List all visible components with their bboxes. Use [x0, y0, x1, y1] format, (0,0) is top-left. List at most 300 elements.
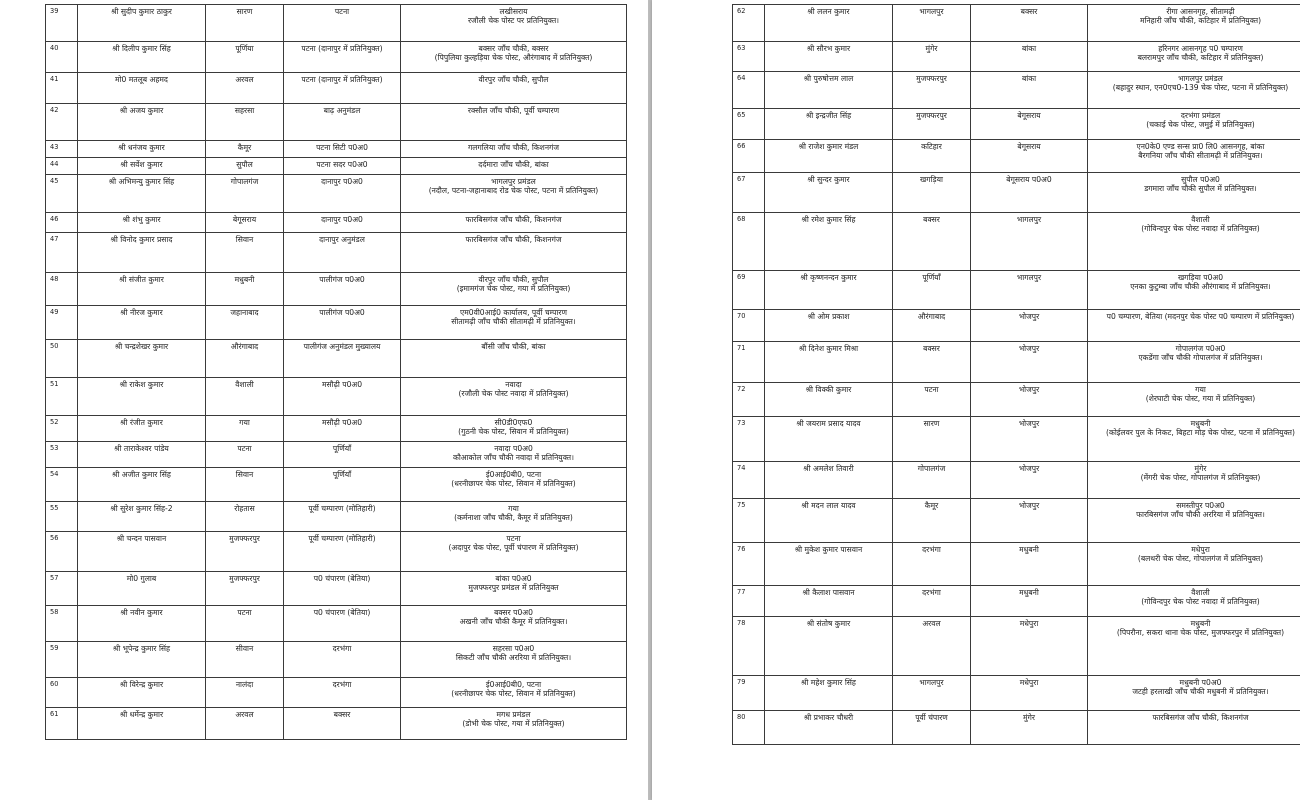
table-row	[46, 42, 627, 73]
table-row	[46, 340, 627, 378]
present-posting-cell: बक्सर	[971, 5, 1088, 42]
home-district-cell: बेगूसराय	[206, 213, 284, 233]
new-posting-cell	[401, 378, 627, 416]
posting-line: खगड़िया प0अ0	[1177, 273, 1224, 282]
present-posting-cell: मुंगेर	[971, 711, 1088, 745]
home-district-cell: सारण	[206, 5, 284, 42]
officer-name-cell: श्री शंभु कुमार	[78, 213, 206, 233]
serial-number-cell: 42	[46, 104, 78, 141]
officer-name-cell: श्री दिलीप कुमार सिंह	[78, 42, 206, 73]
home-district-cell: पटना	[206, 442, 284, 468]
new-posting-cell	[401, 606, 627, 642]
present-posting-cell: पटना (दानापुर में प्रतिनियुक्त)	[284, 42, 401, 73]
serial-number-cell: 55	[46, 502, 78, 532]
posting-line: (चकाई चेक पोस्ट, जमुई में प्रतिनियुक्त)	[1146, 120, 1255, 130]
home-district-cell: मुजफ्फरपुर	[893, 72, 971, 109]
home-district-cell: सहरसा	[206, 104, 284, 141]
home-district-cell: औरंगाबाद	[206, 340, 284, 378]
home-district-cell: मुंगेर	[893, 42, 971, 72]
new-posting-cell	[401, 306, 627, 340]
serial-number-cell: 52	[46, 416, 78, 442]
table-row	[733, 310, 1300, 342]
officer-name-cell: श्री विनोद कुमार प्रसाद	[78, 233, 206, 273]
posting-line: रक्सौल जाँच चौकी, पूर्वी चम्पारण	[467, 106, 560, 115]
present-posting-cell: मधुबनी	[971, 543, 1088, 586]
posting-line: बांका प0अ0	[495, 574, 532, 583]
new-posting-cell	[401, 572, 627, 606]
posting-line: हरिनगर आसनगृह प0 चम्पारण	[1158, 44, 1243, 53]
home-district-cell: मुजफ्फरपुर	[206, 572, 284, 606]
serial-number-cell: 54	[46, 468, 78, 502]
serial-number-cell: 68	[733, 213, 765, 271]
posting-line: बौंसी जाँच चौकी, बांका	[481, 342, 546, 351]
present-posting-cell: दरभंगा	[284, 642, 401, 678]
posting-line: (रजौली चेक पोस्ट नवादा में प्रतिनियुक्त)	[458, 389, 569, 399]
posting-line: (धरनीछापर चेक पोस्ट, सिवान में प्रतिनियुक्त)	[451, 479, 576, 489]
posting-line: मधेपुरा	[1191, 545, 1210, 554]
posting-line: सीतामढ़ी जाँच चौकी सीतामढ़ी में प्रतिनियुक्त।	[451, 317, 576, 327]
serial-number-cell: 47	[46, 233, 78, 273]
serial-number-cell: 70	[733, 310, 765, 342]
serial-number-cell: 41	[46, 73, 78, 104]
new-posting-cell	[1088, 676, 1300, 711]
posting-line: भागलपुर प्रमंडल	[1178, 74, 1223, 83]
present-posting-cell: पालीगंज अनुमंडल मुख्यालय	[284, 340, 401, 378]
officer-name-cell: श्री मुकेश कुमार पासवान	[765, 543, 893, 586]
officer-name-cell: श्री विरेन्द्र कुमार	[78, 678, 206, 708]
posting-line: बक्सर प0अ0	[494, 608, 533, 617]
posting-line: (इमामगंज चेक पोस्ट, गया में प्रतिनियुक्त)	[456, 284, 571, 294]
posting-line: फारबिसगंज जाँच चौकी, किशनगंज	[1152, 713, 1249, 722]
serial-number-cell: 44	[46, 158, 78, 175]
serial-number-cell: 58	[46, 606, 78, 642]
posting-line: (बहादुर स्थान, एन0एच0-139 चेक पोस्ट, पटना में प्रतिनियुक्त)	[1112, 83, 1289, 93]
serial-number-cell: 62	[733, 5, 765, 42]
home-district-cell: कैमूर	[206, 141, 284, 158]
home-district-cell: औरंगाबाद	[893, 310, 971, 342]
home-district-cell: मुजफ्फरपुर	[893, 109, 971, 140]
table-row	[733, 5, 1300, 42]
new-posting-cell	[401, 175, 627, 213]
posting-line: गलगलिया जाँच चौकी, किशनगंज	[468, 143, 559, 152]
present-posting-cell: बांका	[971, 42, 1088, 72]
table-row	[46, 213, 627, 233]
officer-name-cell: श्री महेश कुमार सिंह	[765, 676, 893, 711]
posting-line: एनका कुटुम्बा जाँच चौकी औरंगाबाद में प्रतिनियुक्त।	[1130, 282, 1271, 292]
home-district-cell: सारण	[893, 417, 971, 462]
present-posting-cell: पटना सिटी प0अ0	[284, 141, 401, 158]
present-posting-cell: भोजपुर	[971, 417, 1088, 462]
serial-number-cell: 71	[733, 342, 765, 383]
new-posting-cell	[1088, 271, 1300, 310]
serial-number-cell: 56	[46, 532, 78, 572]
new-posting-cell	[1088, 72, 1300, 109]
table-row	[46, 502, 627, 532]
posting-line: बक्सर जाँच चौकी, बक्सर	[478, 44, 549, 53]
table-row	[46, 416, 627, 442]
table-row	[46, 708, 627, 740]
officer-name-cell: श्री प्रभाकर चौधरी	[765, 711, 893, 745]
posting-line: गया	[508, 504, 519, 513]
officer-name-cell: श्री जयराम प्रसाद यादव	[765, 417, 893, 462]
serial-number-cell: 53	[46, 442, 78, 468]
posting-line: रीगा आसनगृह, सीतामढ़ी	[1166, 7, 1235, 16]
officer-name-cell: श्री राकेश कुमार	[78, 378, 206, 416]
home-district-cell: दरभंगा	[893, 586, 971, 617]
posting-line: सुपौल प0अ0	[1181, 175, 1220, 184]
posting-line: प0 चम्पारण, बेतिया (मदनपुर चेक पोस्ट प0 चम्पारण में प्रतिनियुक्त)	[1106, 312, 1295, 321]
table-row	[46, 532, 627, 572]
home-district-cell: अरवल	[206, 73, 284, 104]
new-posting-cell	[1088, 499, 1300, 543]
left-page	[0, 0, 648, 800]
present-posting-cell: पूर्वी चम्पारण (मोतिहारी)	[284, 532, 401, 572]
table-row	[46, 104, 627, 141]
present-posting-cell: भोजपुर	[971, 499, 1088, 543]
posting-line: नवादा	[505, 380, 522, 389]
home-district-cell: अरवल	[893, 617, 971, 676]
present-posting-cell: भोजपुर	[971, 310, 1088, 342]
home-district-cell: बक्सर	[893, 342, 971, 383]
serial-number-cell: 40	[46, 42, 78, 73]
posting-line: (नदौल, पटना-जहानाबाद रोड चेक पोस्ट, पटना में प्रतिनियुक्त)	[428, 186, 599, 196]
table-row	[46, 378, 627, 416]
posting-line: बैरगनिया जाँच चौकी सीतामढ़ी में प्रतिनियुक्त।	[1138, 151, 1263, 161]
present-posting-cell: पटना सदर प0अ0	[284, 158, 401, 175]
officer-name-cell: श्री दिनेश कुमार मिश्रा	[765, 342, 893, 383]
table-row	[46, 306, 627, 340]
officer-name-cell: श्री कृष्णनन्दन कुमार	[765, 271, 893, 310]
posting-line: मधुबनी	[1190, 419, 1211, 428]
table-row	[733, 543, 1300, 586]
new-posting-cell	[401, 141, 627, 158]
present-posting-cell: पटना (दानापुर में प्रतिनियुक्त)	[284, 73, 401, 104]
new-posting-cell	[401, 642, 627, 678]
posting-line: गोपालगंज प0अ0	[1175, 344, 1226, 353]
table-row	[46, 468, 627, 502]
home-district-cell: पटना	[893, 383, 971, 417]
new-posting-cell	[401, 502, 627, 532]
table-row	[733, 109, 1300, 140]
posting-line: जटही हरलाखी जाँच चौकी मधुबनी में प्रतिनियुक्त।	[1132, 687, 1269, 697]
posting-line: एम0वी0आई0 कार्यालय, पूर्वी चम्पारण	[460, 308, 567, 317]
posting-line: (धरनीछापर चेक पोस्ट, सिवान में प्रतिनियुक्त)	[451, 689, 576, 699]
serial-number-cell: 66	[733, 140, 765, 173]
home-district-cell: नालंदा	[206, 678, 284, 708]
officer-name-cell: श्री ओम प्रकाश	[765, 310, 893, 342]
table-row	[46, 642, 627, 678]
new-posting-cell	[401, 233, 627, 273]
officer-name-cell: श्री नीरज कुमार	[78, 306, 206, 340]
home-district-cell: जहानाबाद	[206, 306, 284, 340]
posting-line: वीरपुर जाँच चौकी, सुपौल	[478, 75, 549, 84]
posting-line: (अदापुर चेक पोस्ट, पूर्वी चंपारण में प्रतिनियुक्त)	[448, 543, 579, 553]
posting-line: लखीसराय	[499, 7, 528, 16]
table-row	[733, 711, 1300, 745]
present-posting-cell: दानापुर प0अ0	[284, 175, 401, 213]
serial-number-cell: 78	[733, 617, 765, 676]
new-posting-cell	[401, 273, 627, 306]
posting-line: नवादा प0अ0	[494, 444, 533, 453]
table-row	[46, 606, 627, 642]
serial-number-cell: 39	[46, 5, 78, 42]
home-district-cell: पूर्णिया	[206, 42, 284, 73]
officer-name-cell: श्री मदन लाल यादव	[765, 499, 893, 543]
table-row	[733, 462, 1300, 499]
table-row	[46, 572, 627, 606]
present-posting-cell: भोजपुर	[971, 383, 1088, 417]
new-posting-cell	[1088, 417, 1300, 462]
officer-name-cell: श्री सौरभ कुमार	[765, 42, 893, 72]
posting-line: (बलथरी चेक पोस्ट, गोपालगंज में प्रतिनियुक्त)	[1137, 554, 1264, 564]
home-district-cell: पूर्वी चंपारण	[893, 711, 971, 745]
new-posting-cell	[1088, 462, 1300, 499]
table-row	[46, 273, 627, 306]
present-posting-cell: पूर्णियाँ	[284, 468, 401, 502]
posting-line: वीरपुर जाँच चौकी, सुपौल	[478, 275, 549, 284]
officer-name-cell: श्री ताराकेश्वर पांडेय	[78, 442, 206, 468]
new-posting-cell	[401, 532, 627, 572]
new-posting-cell	[1088, 586, 1300, 617]
home-district-cell: सीवान	[206, 642, 284, 678]
present-posting-cell: भागलपुर	[971, 271, 1088, 310]
posting-line: समस्तीपुर प0अ0	[1176, 501, 1225, 510]
posting-line: मुजफ्फरपुर प्रमंडल में प्रतिनियुक्त	[468, 583, 559, 593]
home-district-cell: मुजफ्फरपुर	[206, 532, 284, 572]
officer-name-cell: श्री रमेश कुमार सिंह	[765, 213, 893, 271]
officer-name-cell: श्री भूपेन्द्र कुमार सिंह	[78, 642, 206, 678]
officer-name-cell: श्री चन्दन पासवान	[78, 532, 206, 572]
present-posting-cell: बक्सर	[284, 708, 401, 740]
posting-line: (कर्मनाशा जाँच चौकी, कैमूर में प्रतिनियुक्त)	[454, 513, 573, 523]
posting-table-right	[732, 4, 1300, 745]
present-posting-cell: पूर्णियाँ	[284, 442, 401, 468]
home-district-cell: गोपालगंज	[893, 462, 971, 499]
table-row	[733, 213, 1300, 271]
posting-line: (डोभी चेक पोस्ट, गया में प्रतिनियुक्त)	[462, 719, 565, 729]
serial-number-cell: 48	[46, 273, 78, 306]
officer-name-cell: श्री रंजीत कुमार	[78, 416, 206, 442]
table-row	[733, 499, 1300, 543]
table-row	[46, 73, 627, 104]
serial-number-cell: 65	[733, 109, 765, 140]
officer-name-cell: श्री सर्वेश कुमार	[78, 158, 206, 175]
serial-number-cell: 72	[733, 383, 765, 417]
serial-number-cell: 63	[733, 42, 765, 72]
posting-line: कौआकोल जाँच चौकी नवादा में प्रतिनियुक्त।	[452, 453, 574, 463]
new-posting-cell	[1088, 310, 1300, 342]
new-posting-cell	[401, 442, 627, 468]
home-district-cell: सिवान	[206, 233, 284, 273]
officer-name-cell: श्री इन्द्रजीत सिंह	[765, 109, 893, 140]
serial-number-cell: 61	[46, 708, 78, 740]
present-posting-cell: भागलपुर	[971, 213, 1088, 271]
posting-line: (पिपुलिया कुल्हड़िया चेक पोस्ट, औरंगाबाद में प्रतिनियुक्त)	[434, 53, 593, 63]
home-district-cell: बक्सर	[893, 213, 971, 271]
present-posting-cell: पटना	[284, 5, 401, 42]
posting-line: (गोविन्दपुर चेक पोस्ट नवादा में प्रतिनियुक्त)	[1141, 224, 1260, 234]
serial-number-cell: 80	[733, 711, 765, 745]
new-posting-cell	[401, 678, 627, 708]
new-posting-cell	[1088, 383, 1300, 417]
posting-line: (गुठनी चेक पोस्ट, सिवान में प्रतिनियुक्त)	[458, 427, 569, 437]
table-row	[733, 140, 1300, 173]
officer-name-cell: श्री विक्की कुमार	[765, 383, 893, 417]
home-district-cell: गया	[206, 416, 284, 442]
present-posting-cell: बेगूसराय	[971, 109, 1088, 140]
officer-name-cell: श्री सुदीप कुमार ठाकुर	[78, 5, 206, 42]
right-page	[652, 0, 1300, 800]
officer-name-cell: श्री अजय कुमार	[78, 104, 206, 141]
present-posting-cell: पालीगंज प0अ0	[284, 273, 401, 306]
officer-name-cell: श्री पुरुषोत्तम लाल	[765, 72, 893, 109]
new-posting-cell	[1088, 213, 1300, 271]
table-row	[733, 617, 1300, 676]
posting-line: दर्दमारा जाँच चौकी, बांका	[478, 160, 549, 169]
posting-line: फारबिसगंज जाँच चौकी अररिया में प्रतिनियुक्त।	[1136, 510, 1265, 520]
posting-table-body	[733, 5, 1300, 745]
table-row	[46, 158, 627, 175]
table-row	[733, 342, 1300, 383]
officer-name-cell: श्री अभिमन्यु कुमार सिंह	[78, 175, 206, 213]
new-posting-cell	[1088, 109, 1300, 140]
table-row	[46, 175, 627, 213]
serial-number-cell: 76	[733, 543, 765, 586]
posting-line: सिकटी जाँच चौकी अररिया में प्रतिनियुक्त।	[455, 653, 572, 663]
posting-line: मुंगेर	[1194, 464, 1207, 473]
serial-number-cell: 75	[733, 499, 765, 543]
serial-number-cell: 60	[46, 678, 78, 708]
new-posting-cell	[1088, 42, 1300, 72]
serial-number-cell: 64	[733, 72, 765, 109]
new-posting-cell	[1088, 617, 1300, 676]
officer-name-cell: श्री राजेश कुमार मंडल	[765, 140, 893, 173]
posting-line: रजौली चेक पोस्ट पर प्रतिनियुक्त।	[467, 16, 560, 26]
home-district-cell: अरवल	[206, 708, 284, 740]
officer-name-cell: मो0 मतलूब अहमद	[78, 73, 206, 104]
serial-number-cell: 59	[46, 642, 78, 678]
officer-name-cell: श्री कैलाश पासवान	[765, 586, 893, 617]
posting-line: ई0आई0बी0, पटना	[485, 470, 542, 479]
serial-number-cell: 74	[733, 462, 765, 499]
posting-line: (मेंगरी चेक पोस्ट, गोपालगंज में प्रतिनियुक्त)	[1140, 473, 1261, 483]
new-posting-cell	[1088, 711, 1300, 745]
present-posting-cell: प0 चंपारण (बेतिया)	[284, 606, 401, 642]
home-district-cell: पूर्णियाँ	[893, 271, 971, 310]
posting-line: एकडेंगा जाँच चौकी गोपालगंज में प्रतिनियुक्त।	[1138, 353, 1263, 363]
posting-line: फारबिसगंज जाँच चौकी, किशनगंज	[465, 235, 562, 244]
new-posting-cell	[401, 158, 627, 175]
table-row	[733, 383, 1300, 417]
present-posting-cell: मधेपुरा	[971, 617, 1088, 676]
new-posting-cell	[1088, 5, 1300, 42]
home-district-cell: दरभंगा	[893, 543, 971, 586]
new-posting-cell	[401, 708, 627, 740]
officer-name-cell: श्री ललन कुमार	[765, 5, 893, 42]
serial-number-cell: 51	[46, 378, 78, 416]
present-posting-cell: बेगूसराय	[971, 140, 1088, 173]
table-row	[733, 42, 1300, 72]
table-row	[733, 173, 1300, 213]
posting-line: ई0आई0बी0, पटना	[485, 680, 542, 689]
home-district-cell: कटिहार	[893, 140, 971, 173]
new-posting-cell	[401, 416, 627, 442]
new-posting-cell	[401, 213, 627, 233]
serial-number-cell: 57	[46, 572, 78, 606]
home-district-cell: गोपालगंज	[206, 175, 284, 213]
present-posting-cell: दानापुर अनुमंडल	[284, 233, 401, 273]
serial-number-cell: 45	[46, 175, 78, 213]
new-posting-cell	[401, 5, 627, 42]
posting-line: (गोविन्दपुर चेक पोस्ट नवादा में प्रतिनियुक्त)	[1141, 597, 1260, 607]
present-posting-cell: बांका	[971, 72, 1088, 109]
home-district-cell: सिवान	[206, 468, 284, 502]
new-posting-cell	[401, 468, 627, 502]
serial-number-cell: 73	[733, 417, 765, 462]
new-posting-cell	[401, 340, 627, 378]
posting-line: पटना	[506, 534, 521, 543]
table-row	[46, 442, 627, 468]
serial-number-cell: 49	[46, 306, 78, 340]
serial-number-cell: 43	[46, 141, 78, 158]
posting-line: भागलपुर प्रमंडल	[491, 177, 536, 186]
present-posting-cell: पालीगंज प0अ0	[284, 306, 401, 340]
officer-name-cell: श्री चन्द्रशेखर कुमार	[78, 340, 206, 378]
home-district-cell: मधुबनी	[206, 273, 284, 306]
officer-name-cell: श्री धर्मेन्द्र कुमार	[78, 708, 206, 740]
posting-line: दरभंगा प्रमंडल	[1180, 111, 1221, 120]
posting-line: वैशाली	[1191, 588, 1210, 597]
posting-line: डगमारा जाँच चौकी सुपौल में प्रतिनियुक्त।	[1144, 184, 1257, 194]
serial-number-cell: 67	[733, 173, 765, 213]
posting-line: एन0के0 एण्ड सन्स प्रा0 लि0 आसनगृह, बांका	[1136, 142, 1265, 151]
table-row	[733, 417, 1300, 462]
table-row	[733, 72, 1300, 109]
serial-number-cell: 79	[733, 676, 765, 711]
home-district-cell: रोहतास	[206, 502, 284, 532]
table-row	[733, 271, 1300, 310]
serial-number-cell: 46	[46, 213, 78, 233]
officer-name-cell: श्री सुरेश कुमार सिंह-2	[78, 502, 206, 532]
present-posting-cell: मधुबनी	[971, 586, 1088, 617]
posting-line: सहरसा प0अ0	[492, 644, 535, 653]
serial-number-cell: 77	[733, 586, 765, 617]
present-posting-cell: प0 चंपारण (बेतिया)	[284, 572, 401, 606]
home-district-cell: पटना	[206, 606, 284, 642]
posting-line: अखनी जाँच चौकी कैमूर में प्रतिनियुक्त।	[459, 617, 568, 627]
new-posting-cell	[1088, 140, 1300, 173]
table-row	[46, 678, 627, 708]
home-district-cell: भागलपुर	[893, 5, 971, 42]
officer-name-cell: श्री नवीन कुमार	[78, 606, 206, 642]
posting-line: (कोईलवर पुल के निकट, बिहटा मोड़ चेक पोस्ट, पटना में प्रतिनियुक्त)	[1106, 428, 1295, 438]
serial-number-cell: 50	[46, 340, 78, 378]
officer-name-cell: मो0 गुलाब	[78, 572, 206, 606]
posting-line: सी0डी0एफ0	[494, 418, 533, 427]
table-row	[733, 586, 1300, 617]
posting-line: गया	[1195, 385, 1206, 394]
present-posting-cell: भोजपुर	[971, 462, 1088, 499]
officer-name-cell: श्री धनंजय कुमार	[78, 141, 206, 158]
new-posting-cell	[401, 42, 627, 73]
home-district-cell: भागलपुर	[893, 676, 971, 711]
officer-name-cell: श्री सुन्दर कुमार	[765, 173, 893, 213]
posting-line: वैशाली	[1191, 215, 1210, 224]
present-posting-cell: बाढ़ अनुमंडल	[284, 104, 401, 141]
present-posting-cell: दरभंगा	[284, 678, 401, 708]
officer-name-cell: श्री संतोष कुमार	[765, 617, 893, 676]
new-posting-cell	[401, 73, 627, 104]
